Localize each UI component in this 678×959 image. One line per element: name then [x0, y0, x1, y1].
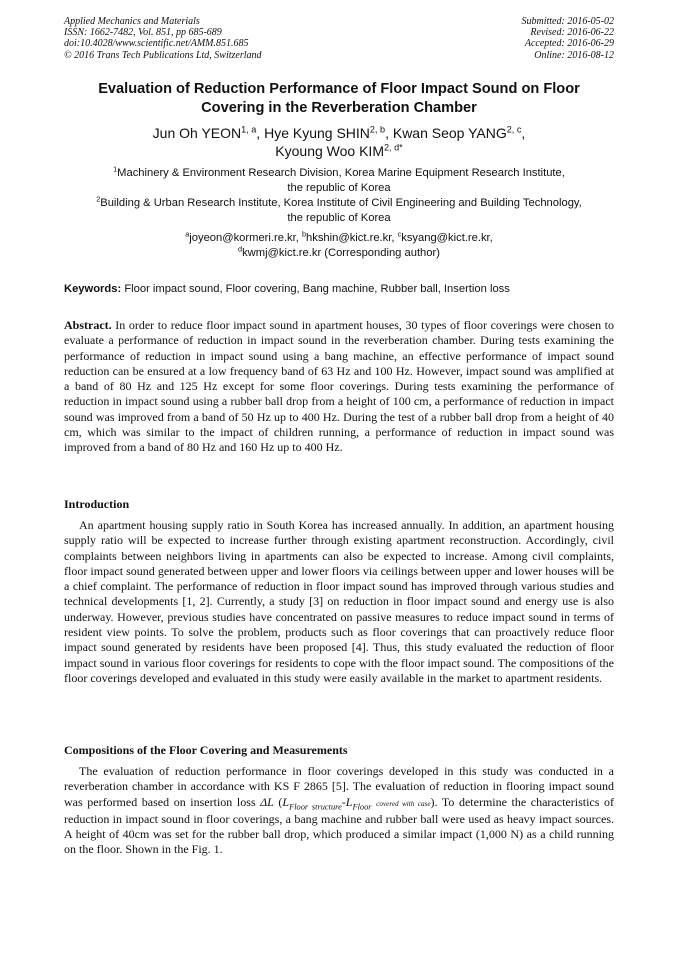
- affiliation-line: Machinery & Environment Research Division, Korea Marine Equipment Research Institute,: [117, 167, 565, 179]
- email-d[interactable]: kwmj@kict.re.kr (Corresponding author): [242, 247, 440, 259]
- abstract-text: In order to reduce floor impact sound in apartment houses, 30 types of floor coverings were chosen to evaluate a performance of reduction in impact sound in the reverberation chamber. During tests examining the performance of reduction in impact sound using a bang machine, an effective performance of impact sound reduction can be ensured at a low frequency band of 63 Hz and 100 Hz. However, impact sound was amplified at a band of 80 Hz and 125 Hz except for some floor coverings. During tests examining the performance of reduction in impact sound using a rubber ball drop from a height of 100 cm, a performance of reduction in impact sound was improved from a band of 50 Hz up to 400 Hz. During the test of a rubber ball drop from a height of 40 cm, which was similar to the impact of children running, a performance of reduction in impact sound was improved from a band of 80 Hz and 160 Hz up to 400 Hz.: [64, 318, 615, 455]
- keywords: [64, 282, 614, 296]
- affiliation-2: [64, 196, 614, 226]
- journal-name: Applied Mechanics and Materials: [64, 16, 200, 27]
- author-sup: 1, a: [241, 124, 257, 135]
- affiliation-country: the republic of Korea: [287, 182, 391, 194]
- affiliation-country: the republic of Korea: [287, 212, 391, 224]
- dash: -: [341, 794, 346, 809]
- comp-text-part-2: . To determine the characteristics of reduction in impact sound in floor coverings, a bang machine and rubber ball were used as heavy impact sources. A height of 40cm was set for the rubber ball drop, which produced a similar impact (1,000 N) as a child running on the floor. Shown in the Fig. 1.: [64, 794, 614, 857]
- section-title-compositions: Compositions of the Floor Covering and Measurements: [64, 743, 348, 757]
- email-a[interactable]: joyeon@kormeri.re.kr,: [189, 232, 302, 244]
- email-b[interactable]: hkshin@kict.re.kr,: [306, 232, 398, 244]
- keywords-text: Floor impact sound, Floor covering, Bang machine, Rubber ball, Insertion loss: [124, 283, 510, 295]
- email-list: [64, 231, 614, 261]
- journal-issn: ISSN: 1662-7482, Vol. 851, pp 685-689: [64, 27, 222, 39]
- comp-text-part-1: The evaluation of reduction performance in floor coverings developed in this study was conducted in a reverberation chamber in accordance with KS F 2865 [5]. The evaluation of reduction in flooring impact sound was performed based on insertion loss: [64, 764, 614, 809]
- affiliation-line: Building & Urban Research Institute, Korea Institute of Civil Engineering and Building Technology,: [100, 197, 582, 209]
- title-line-1: Evaluation of Reduction Performance of Floor Impact Sound on Floor: [98, 81, 580, 97]
- compositions-paragraph: [64, 764, 614, 858]
- author-sup: 2, c: [506, 124, 522, 135]
- date-accepted: Accepted: 2016-06-29: [524, 38, 614, 50]
- author-list: Jun Oh YEON$^{1, a}$, Hye Kyung SHIN$^{2, b}$, Kwan Seop YANG$^{2, c}$, Kyoung Woo $KIM^{2, d*}$: [152, 124, 526, 159]
- l-symbol: L: [282, 794, 290, 809]
- date-revised: Revised: 2016-06-22: [530, 27, 614, 39]
- author-sup: 2, b: [369, 124, 386, 135]
- paren-close: ): [430, 794, 435, 809]
- l-subscript-covered: covered with case: [376, 799, 431, 808]
- introduction-paragraph: An apartment housing supply ratio in South Korea has increased annually. In addition, an apartment housing supply ratio will be expected to increase further through existing apartment reconstruction. Accordingly, civil complaints between neighbors living in apartments can also be expected to increase. Among civil complaints, floor impact sound generated between upper and lower floors via ceilings between upper and lower houses will be a chief complaint. The performance of reduction in floor impact sound has improved through various studies and technical developments [1, 2]. Currently, a study [3] on reduction in floor impact sound and energy use is also underway. However, previous studies have concentrated on passive measures to reduce impact sound in terms of resident view points. To solve the problem, products such as floor coverings that can proactively reduce floor impact sound generated by residents have been proposed [4]. Thus, this study evaluated the reduction of floor impact sound in various floor coverings for residents to cope with the floor impact sound. The compositions of the floor coverings developed and evaluated in this study were easily available in the market to apartment residents.: [64, 518, 614, 685]
- l-symbol: L: [345, 794, 353, 809]
- abstract: [64, 318, 614, 456]
- paren-open: (: [273, 794, 283, 809]
- paper-title: [60, 80, 618, 117]
- author-name: Jun Oh YEON: [152, 125, 242, 141]
- title-line-2: Covering in the Reverberation Chamber: [201, 99, 477, 116]
- date-submitted: Submitted: 2016-05-02: [521, 16, 614, 27]
- email-c[interactable]: ksyang@kict.re.kr,: [401, 232, 493, 244]
- journal-copyright: © 2016 Trans Tech Publications Ltd, Switzerland: [64, 49, 262, 61]
- l-subscript-floor-structure: Floor structure: [289, 801, 342, 811]
- author-name: Hye Kyung SHIN: [264, 125, 370, 141]
- affiliation-1: [64, 166, 614, 196]
- keywords-label: Keywords:: [64, 283, 122, 295]
- abstract-label: Abstract.: [64, 318, 112, 332]
- affiliation-num: 2: [96, 194, 101, 204]
- email-sup: b: [301, 229, 307, 239]
- date-online: Online: 2016-08-12: [534, 49, 614, 61]
- email-sup: c: [397, 229, 402, 239]
- journal-doi[interactable]: doi:10.4028/www.scientific.net/AMM.851.685: [64, 38, 249, 50]
- email-sup: d: [238, 244, 243, 254]
- affiliation-num: 1: [113, 164, 118, 174]
- delta-l-symbol: ΔL: [260, 794, 274, 809]
- author-sup: 2, d*: [383, 142, 403, 153]
- section-title-introduction: Introduction: [64, 497, 130, 511]
- author-name: Kyoung Woo KIM: [275, 143, 384, 159]
- journal-info: [64, 16, 262, 61]
- email-sup: a: [185, 229, 190, 239]
- l-subscript-floor: Floor: [352, 801, 372, 811]
- publication-dates: [522, 16, 615, 61]
- author-name: Kwan Seop YANG: [392, 125, 507, 141]
